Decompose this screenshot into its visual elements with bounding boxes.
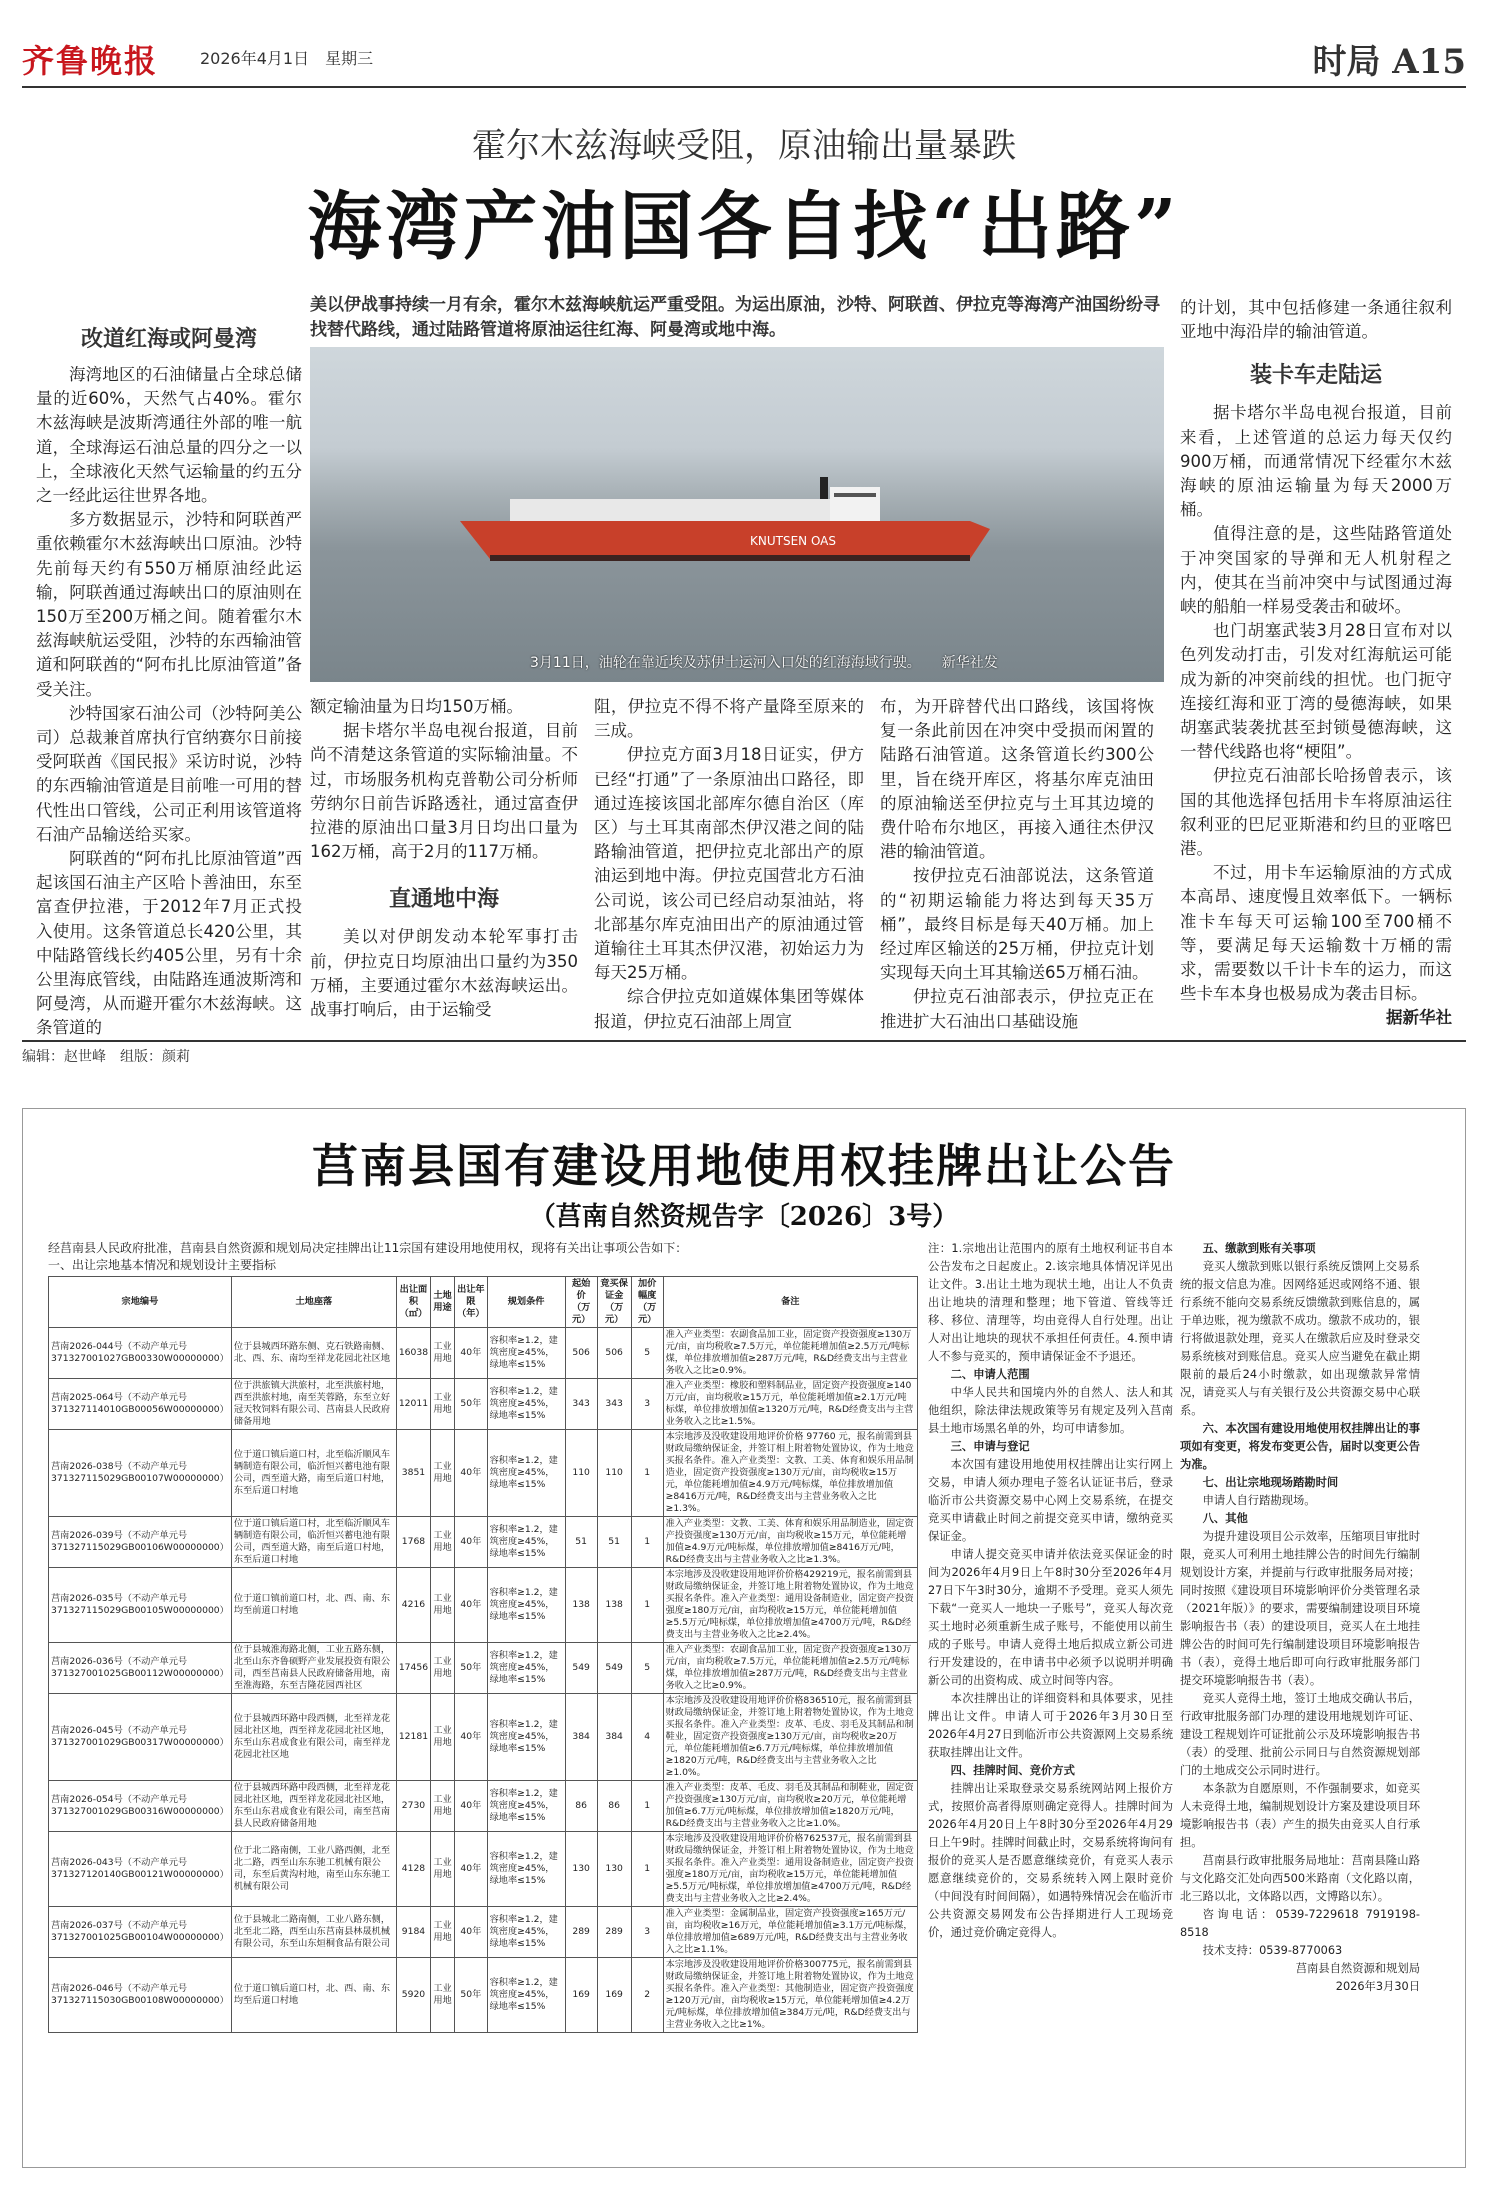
table-cell: 130 — [597, 1832, 631, 1907]
table-cell: 准入产业类型：皮革、毛皮、羽毛及其制品和制鞋业，固定资产投资强度≥130万元/亩，亩均税收≥20万元，单位能耗增加值≥6.7万元/吨标煤，单位排放增加值≥1820万元/吨，R&D经费支出与主营业务收入之比≥1.0%。 — [663, 1781, 917, 1832]
photo-caption: 3月11日，油轮在靠近埃及苏伊士运河入口处的红海海域行驶。 新华社发 — [530, 655, 998, 671]
announcement-notes-column — [928, 1240, 1173, 1942]
table-cell: 工业用地 — [431, 1379, 455, 1430]
table-cell: 17456 — [396, 1643, 430, 1694]
table-cell: 莒南2026-043号（不动产单元号371327120140GB00121W00000000） — [49, 1832, 232, 1907]
table-cell: 3 — [631, 1907, 663, 1958]
editor-credit: 编辑：赵世峰 组版：颜莉 — [22, 1049, 190, 1065]
table-cell: 86 — [565, 1781, 597, 1832]
paragraph: 为提升建设项目公示效率，压缩项目审批时限，竞买人可利用土地挂牌公告的时间先行编制规划设计方案，并提前与行政审批服务局对接；同时按照《建设项目环境影响评价分类管理名录（2021年版）》的要求，需要编制建设项目环境影响报告书（表）的建设项目，竞买人在土地挂牌公告的时间可先行编制建设项目环境影响报告书（表），竞得土地后即可向行政审批服务部门提交环境影响报告书（表）。 — [1180, 1530, 1420, 1687]
table-cell: 40年 — [455, 1430, 488, 1517]
table-cell: 5 — [631, 1643, 663, 1694]
table-cell: 莒南2026-036号（不动产单元号371327001025GB00112W00000000） — [49, 1643, 232, 1694]
table-cell: 工业用地 — [431, 1694, 455, 1781]
paragraph: 按伊拉克石油部说法，这条管道的“初期运输能力将达到每天35万桶”，最终目标是每天40万桶。加上经过库区输送的25万桶，伊拉克计划实现每天向土耳其输送65万桶石油。 — [880, 866, 1154, 983]
paragraph: 也门胡塞武装3月28日宣布对以色列发动打击，引发对红海航运可能成为新的冲突前线的担忧。也门扼守连接红海和亚丁湾的曼德海峡，如果胡塞武装袭扰甚至封锁曼德海峡，这一替代线路也将“梗阻”。 — [1180, 621, 1452, 762]
table-cell: 容积率≥1.2，建筑密度≥45%，绿地率≤15% — [487, 1781, 565, 1832]
table-cell: 384 — [565, 1694, 597, 1781]
table-cell: 9184 — [396, 1907, 430, 1958]
section-heading: 二、申请人范围 — [950, 1368, 1030, 1381]
table-cell: 本宗地涉及没收建设用地评价价格300775元，报名前需到县财政局缴纳保证金，并签订地上附着物处置协议，作为土地竞买报名条件。准入产业类型：其他制造业，固定资产投资强度≥120万元/亩，亩均税收≥15万元，单位能耗增加值≥4.2万元/吨标煤，单位排放增加值≥384万元/吨，R&D经费支出与主营业务收入之比≥1%。 — [663, 1958, 917, 2033]
table-cell: 位于道口镇后道口村，北至临沂顺风车辆制造有限公司，临沂恒兴蓄电池有限公司，西至道大路，南至后道口村地，东至后道口村地 — [231, 1430, 396, 1517]
table-row — [49, 1958, 918, 2033]
table-cell: 1 — [631, 1781, 663, 1832]
table-cell: 莒南2026-044号（不动产单元号371327001027GB00330W00000000） — [49, 1328, 232, 1379]
table-cell: 莒南2026-046号（不动产单元号371327115030GB00108W00000000） — [49, 1958, 232, 2033]
section-heading: 三、申请与登记 — [950, 1440, 1030, 1453]
table-cell: 工业用地 — [431, 1781, 455, 1832]
column-header: 竞买保证金（万元） — [597, 1277, 631, 1328]
table-cell: 549 — [565, 1643, 597, 1694]
table-cell: 莒南2025-064号（不动产单元号371327114010GB00056W00000000） — [49, 1379, 232, 1430]
column-header: 出让年限（年） — [455, 1277, 488, 1328]
table-cell: 工业用地 — [431, 1568, 455, 1643]
paragraph: 额定输油量为日均150万桶。 — [310, 697, 523, 716]
announcement-number: （莒南自然资规告字〔2026〕3号） — [529, 1202, 959, 1232]
paragraph: 伊拉克石油部长哈扬曾表示，该国的其他选择包括用卡车将原油运往叙利亚的巴尼亚斯港和约旦的亚喀巴港。 — [1180, 766, 1452, 859]
paragraph: 据卡塔尔半岛电视台报道，目前来看，上述管道的总运力每天仅约900万桶，而通常情况下经霍尔木兹海峡的原油运输量为每天2000万桶。 — [1180, 403, 1452, 520]
table-cell: 3851 — [396, 1430, 430, 1517]
table-cell: 位于县城西环路东侧、克石铁路南侧、北、西、东、南均至祥龙花园北社区地 — [231, 1328, 396, 1379]
table-cell: 110 — [565, 1430, 597, 1517]
table-cell: 1768 — [396, 1517, 430, 1568]
article-column-4 — [880, 695, 1154, 1034]
announcement-title: 莒南县国有建设用地使用权挂牌出让公告 — [312, 1139, 1176, 1193]
paragraph: 阻，伊拉克不得不将产量降至原来的三成。 — [594, 697, 864, 741]
table-cell: 工业用地 — [431, 1517, 455, 1568]
table-cell: 40年 — [455, 1781, 488, 1832]
table-cell: 289 — [565, 1907, 597, 1958]
issue-date: 2026年3月30日 — [1335, 1980, 1420, 1993]
table-cell: 1 — [631, 1517, 663, 1568]
table-cell: 准入产业类型：农副食品加工业，固定资产投资强度≥130万元/亩，亩均税收≥7.5万元，单位能耗增加值≥2.5万元/吨标煤，单位排放增加值≥287万元/吨，R&D经费支出与主营业务收入之比≥0.9%。 — [663, 1643, 917, 1694]
table-cell: 4 — [631, 1694, 663, 1781]
table-cell: 容积率≥1.2，建筑密度≥45%，绿地率≤15% — [487, 1430, 565, 1517]
column-header: 土地座落 — [231, 1277, 396, 1328]
table-cell: 容积率≥1.2，建筑密度≥45%，绿地率≤15% — [487, 1958, 565, 2033]
table-cell: 1 — [631, 1430, 663, 1517]
table-row — [49, 1379, 918, 1430]
table-cell: 位于道口镇后道口村，北至临沂顺风车辆制造有限公司，临沂恒兴蓄电池有限公司，西至道大路，南至后道口村地，东至后道口村地 — [231, 1517, 396, 1568]
table-cell: 容积率≥1.2，建筑密度≥45%，绿地率≤15% — [487, 1832, 565, 1907]
table-row — [49, 1328, 918, 1379]
table-cell: 准入产业类型：金属制品业，固定资产投资强度≥165万元/亩，亩均税收≥16万元，单位能耗增加值≥3.1万元/吨标煤，单位排放增加值≥689万元/吨，R&D经费支出与主营业务收入之比≥1.1%。 — [663, 1907, 917, 1958]
paragraph: 海湾地区的石油储量占全球总储量的近60%，天然气占40%。霍尔木兹海峡是波斯湾通往外部的唯一航道，全球海运石油总量的四分之一以上，全球液化天然气运输量的约五分之一经此运往世界各地。 — [36, 365, 302, 506]
table-cell: 50年 — [455, 1379, 488, 1430]
article-column-5 — [1180, 296, 1452, 1031]
table-cell: 莒南2026-039号（不动产单元号371327115029GB00106W00000000） — [49, 1517, 232, 1568]
column-header: 加价幅度（万元） — [631, 1277, 663, 1328]
table-cell: 位于县城西环路中段西侧，北至祥龙花园北社区地，西至祥龙花园北社区地，东至山东君成食业有限公司，南至祥龙花园北社区地 — [231, 1694, 396, 1781]
section-heading: 直通地中海 — [388, 887, 499, 913]
paragraph: 竞买人缴款到账以银行系统反馈网上交易系统的报文信息为准。因网络延迟或网络不通、银行系统不能向交易系统反馈缴款到账信息的，属于单边账，视为缴款不成功。缴款不成功的，银行将做退款处理，竞买人在缴款后应及时登录交易系统核对到账信息。竞买人应当避免在截止期限前的最后24小时缴款，如出现缴款异常情况，请竞买人与有关银行及公共资源交易中心联系。 — [1180, 1260, 1420, 1417]
table-cell: 位于县城西环路中段西侧，北至祥龙花园北社区地，西至祥龙花园北社区地，东至山东君成食业有限公司，南至莒南县人民政府储备用地 — [231, 1781, 396, 1832]
paragraph: 不过，用卡车运输原油的方式成本高昂、速度慢且效率低下。一辆标准卡车每天可运输100至700桶不等，要满足每天运输数十万桶的需求，需要数以千计卡车的运力，而这些卡车本身也极易成为袭击目标。 — [1180, 863, 1452, 1004]
article-column-1 — [36, 322, 302, 1041]
table-cell: 2 — [631, 1958, 663, 2033]
table-body — [49, 1328, 918, 2033]
table-cell: 容积率≥1.2，建筑密度≥45%，绿地率≤15% — [487, 1907, 565, 1958]
paragraph: 据卡塔尔半岛电视台报道，目前尚不清楚这条管道的实际输油量。不过，市场服务机构克普勒公司分析师劳纳尔日前告诉路透社，通过富查伊拉港的原油出口量3月日均出口量为162万桶，高于2月的117万桶。 — [310, 721, 578, 862]
paragraph: 美以对伊朗发动本轮军事打击前，伊拉克日均原油出口量约为350万桶，主要通过霍尔木兹海峡运出。战事打响后，由于运输受 — [310, 927, 578, 1020]
paragraph: 伊拉克石油部表示，伊拉克正在推进扩大石油出口基础设施 — [880, 987, 1154, 1031]
table-cell: 5920 — [396, 1958, 430, 2033]
table-cell: 110 — [597, 1430, 631, 1517]
table-row — [49, 1568, 918, 1643]
table-cell: 容积率≥1.2，建筑密度≥45%，绿地率≤15% — [487, 1643, 565, 1694]
section-heading: 七、出让宗地现场踏勘时间 — [1202, 1476, 1339, 1489]
table-cell: 本宗地涉及没收建设用地评价价格762537元，报名前需到县财政局缴纳保证金，并签订相上附着物处置协议，作为土地竞买报名条件。准入产业类型：通用设备制造业，固定资产投资强度≥180万元/亩，亩均税收≥15万元，单位能耗增加值≥5.5万元/吨标煤，单位排放增加值≥4700万元/吨，R&D经费支出与主营业务收入之比≥2.4%。 — [663, 1832, 917, 1907]
masthead — [22, 30, 1466, 88]
issue-date: 2026年4月1日 星期三 — [200, 49, 374, 68]
table-row — [49, 1643, 918, 1694]
paragraph: 沙特国家石油公司（沙特阿美公司）总裁兼首席执行官纳赛尔日前接受阿联酋《国民报》采访时说，沙特的东西输油管道是目前唯一可用的替代性出口管线，公司正利用该管道将石油产品输送给买家。 — [36, 703, 302, 844]
section-heading: 装卡车走陆运 — [1249, 363, 1382, 389]
table-cell: 40年 — [455, 1328, 488, 1379]
table-cell: 40年 — [455, 1832, 488, 1907]
paragraph: 本次挂牌出让的详细资料和具体要求，见挂牌出让文件。申请人可于2026年3月30日至2026年4月27日到临沂市公共资源网上交易系统获取挂牌出让文件。 — [928, 1692, 1173, 1759]
section-heading: 一、出让宗地基本情况和规划设计主要指标 — [48, 1258, 277, 1272]
contact-phone: 咨询电话：0539-7229618 7919198-8518 — [1180, 1908, 1420, 1939]
paragraph: 本次国有建设用地使用权挂牌出让实行网上交易，申请人须办理电子签名认证证书后，登录临沂市公共资源交易中心网上交易系统，在提交竞买申请截止时间之前提交竞买申请，缴纳竞买保证金。 — [928, 1458, 1173, 1543]
paragraph: 的计划，其中包括修建一条通往叙利亚地中海沿岸的输油管道。 — [1180, 298, 1452, 342]
table-cell: 位于北二路南侧，工业八路西侧，北至北二路，西至山东东驰工机械有限公司，东至后黄沟村地，南至山东东驰工机械有限公司 — [231, 1832, 396, 1907]
table-cell: 506 — [565, 1328, 597, 1379]
column-header: 规划条件 — [487, 1277, 565, 1328]
table-row — [49, 1907, 918, 1958]
paragraph: 综合伊拉克如道媒体集团等媒体报道，伊拉克石油部上周宣 — [594, 987, 864, 1031]
announcement-right-column — [1180, 1240, 1420, 1996]
table-cell: 138 — [565, 1568, 597, 1643]
article-subhead: 霍尔木兹海峡受阻，原油输出量暴跌 — [472, 126, 1016, 166]
paragraph: 挂牌出让采取登录交易系统网站网上报价方式，按照价高者得原则确定竞得人。挂牌时间为2026年4月20日上午8时30分至2026年4月29日上午9时。挂牌时间截止时，交易系统将询问有报价的竞买人是否愿意继续竞价，有竞买人表示愿意继续竞价的，交易系统转入网上限时竞价（中间没有时间间隔），如遇特殊情况会在临沂市公共资源交易网发布公告择期进行人工现场竞价，通过竞价确定竞得人。 — [928, 1782, 1173, 1939]
table-cell: 289 — [597, 1907, 631, 1958]
table-cell: 50年 — [455, 1958, 488, 2033]
news-photo — [310, 347, 1164, 682]
table-cell: 准入产业类型：农副食品加工业，固定资产投资强度≥130万元/亩，亩均税收≥7.5万元，单位能耗增加值≥2.5万元/吨标煤，单位排放增加值≥287万元/吨，R&D经费支出与主营业务收入之比≥0.9%。 — [663, 1328, 917, 1379]
table-cell: 莒南2026-035号（不动产单元号371327115029GB00105W00000000） — [49, 1568, 232, 1643]
table-cell: 容积率≥1.2，建筑密度≥45%，绿地率≤15% — [487, 1379, 565, 1430]
table-cell: 40年 — [455, 1517, 488, 1568]
table-cell: 50年 — [455, 1643, 488, 1694]
article-headline: 海湾产油国各自找“出路” — [307, 184, 1181, 270]
paragraph: 中华人民共和国境内外的自然人、法人和其他组织，除法律法规政策等另有规定及列入莒南县土地市场黑名单的外，均可申请参加。 — [928, 1386, 1173, 1435]
table-cell: 40年 — [455, 1694, 488, 1781]
table-cell: 169 — [565, 1958, 597, 2033]
table-cell: 1 — [631, 1832, 663, 1907]
table-row — [49, 1694, 918, 1781]
column-header: 出让面积（㎡） — [396, 1277, 430, 1328]
land-parcel-table — [48, 1276, 918, 2033]
table-cell: 384 — [597, 1694, 631, 1781]
column-header: 宗地编号 — [49, 1277, 232, 1328]
table-cell: 506 — [597, 1328, 631, 1379]
table-cell: 4128 — [396, 1832, 430, 1907]
table-cell: 138 — [597, 1568, 631, 1643]
table-cell: 位于道口镇后道口村，北、西、南、东均至后道口村地 — [231, 1958, 396, 2033]
table-cell: 工业用地 — [431, 1907, 455, 1958]
table-cell: 12011 — [396, 1379, 430, 1430]
table-cell: 1 — [631, 1568, 663, 1643]
table-cell: 5 — [631, 1328, 663, 1379]
paragraph: 申请人自行踏勘现场。 — [1202, 1494, 1316, 1507]
paragraph: 阿联酋的“阿布扎比原油管道”西起该国石油主产区哈卜善油田，东至富查伊拉港，于2012年7月正式投入使用。这条管道总长420公里，其中陆路管线长约405公里，另有十余公里海底管线，由陆路连通波斯湾和阿曼湾，从而避开霍尔木兹海峡。这条管道的 — [36, 849, 302, 1038]
table-cell: 位于县城北二路南侧，工业八路东侧，北至北二路，西至山东莒南县林晟机械有限公司，东至山东烜桐食品有限公司 — [231, 1907, 396, 1958]
table-cell: 容积率≥1.2，建筑密度≥45%，绿地率≤15% — [487, 1694, 565, 1781]
table-cell: 容积率≥1.2，建筑密度≥45%，绿地率≤15% — [487, 1328, 565, 1379]
table-row — [49, 1430, 918, 1517]
table-cell: 容积率≥1.2，建筑密度≥45%，绿地率≤15% — [487, 1568, 565, 1643]
table-cell: 2730 — [396, 1781, 430, 1832]
paragraph: 本条款为自愿原则，不作强制要求，如竞买人未竞得土地，编制规划设计方案及建设项目环境影响报告书（表）产生的损失由竞买人自行承担。 — [1180, 1782, 1420, 1849]
section-heading: 八、其他 — [1202, 1512, 1248, 1525]
table-cell: 51 — [565, 1517, 597, 1568]
table-cell: 12181 — [396, 1694, 430, 1781]
table-cell: 位于道口镇前道口村，北、西、南、东均至前道口村地 — [231, 1568, 396, 1643]
table-cell: 3 — [631, 1379, 663, 1430]
table-cell: 343 — [565, 1379, 597, 1430]
paragraph: 伊拉克方面3月18日证实，伊方已经“打通”了一条原油出口路径，即通过连接该国北部库尔德自治区（库区）与土耳其南部杰伊汉港之间的陆路输油管道，把伊拉克北部出产的原油运到地中海。伊拉克国营北方石油公司说，该公司已经启动泵油站，将北部基尔库克油田出产的原油通过管道输往土耳其杰伊汉港，初始运力为每天25万桶。 — [594, 745, 864, 983]
table-cell: 本宗地涉及没收建设用地评价价格836510元，报名前需到县财政局缴纳保证金，并签订地上附着物处置协议，作为土地竞买报名条件。准入产业类型：皮革、毛皮、羽毛及其制品和制鞋业，固定资产投资强度≥130万元/亩，亩均税收≥20万元，单位能耗增加值≥6.7万元/吨标煤，单位排放增加值≥1820万元/吨，R&D经费支出与主营业务收入之比≥1.0%。 — [663, 1694, 917, 1781]
table-row — [49, 1781, 918, 1832]
article-column-2 — [310, 695, 578, 1022]
ship-name: KNUTSEN OAS — [750, 534, 837, 548]
table-cell: 位于县城淮海路北侧，工业五路东侧，北至山东齐鲁硕野产业发展投资有限公司，西至莒南县人民政府储备用地，南至淮海路，东至吉隆花园西社区 — [231, 1643, 396, 1694]
table-cell: 准入产业类型：文教、工美、体育和娱乐用品制造业，固定资产投资强度≥130万元/亩，亩均税收≥15万元，单位能耗增加值≥4.9万元/吨标煤，单位排放增加值≥8416万元/吨，R&D经费支出与主营业务收入之比≥1.3%。 — [663, 1517, 917, 1568]
table-cell: 莒南2026-038号（不动产单元号371327115029GB00107W00000000） — [49, 1430, 232, 1517]
table-cell: 工业用地 — [431, 1832, 455, 1907]
table-cell: 工业用地 — [431, 1328, 455, 1379]
table-cell: 169 — [597, 1958, 631, 2033]
table-cell: 工业用地 — [431, 1643, 455, 1694]
table-cell: 本宗地涉及没收建设用地评价价格 97760 元，报名前需到县财政局缴纳保证金，并签订相上附着物处置协议，作为土地竞买报名条件。准入产业类型：文教、工美、体育和娱乐用品制造业，固定资产投资强度≥130万元/亩，亩均税收≥15万元，单位能耗增加值≥4.9万元/吨标煤，单位排放增加值≥8416万元/吨，R&D经费支出与主营业务收入之比≥1.3%。 — [663, 1430, 917, 1517]
column-header: 起始价（万元） — [565, 1277, 597, 1328]
table-cell: 86 — [597, 1781, 631, 1832]
table-cell: 莒南2026-045号（不动产单元号371327001029GB00317W00000000） — [49, 1694, 232, 1781]
table-cell: 莒南2026-054号（不动产单元号371327001029GB00316W00000000） — [49, 1781, 232, 1832]
byline: 据新华社 — [1386, 1008, 1452, 1028]
paragraph: 多方数据显示，沙特和阿联酋严重依赖霍尔木兹海峡出口原油。沙特先前每天约有550万桶原油经此运输，阿联酋通过海峡出口的原油则在150万至200万桶之间。随着霍尔木兹海峡航运受阻，沙特的东西输油管道和阿联酋的“阿布扎比原油管道”备受关注。 — [36, 510, 302, 699]
table-cell: 4216 — [396, 1568, 430, 1643]
divider — [22, 1040, 1466, 1042]
table-cell: 位于洪旅镇大洪旅村，北至洪旅村地，西至洪旅村地，南至芙蓉路，东至立好冠天牧饲料有限公司、莒南县人民政府储备用地 — [231, 1379, 396, 1430]
tech-support: 技术支持：0539-8770063 — [1202, 1944, 1343, 1957]
section-heading: 六、本次国有建设用地使用权挂牌出让的事项如有变更，将发布变更公告，届时以变更公告为准。 — [1180, 1422, 1420, 1471]
section-heading: 四、挂牌时间、竞价方式 — [950, 1764, 1075, 1777]
article-column-3 — [594, 695, 864, 1034]
column-header: 土地用途 — [431, 1277, 455, 1328]
section-label: 时局 A15 — [1312, 42, 1466, 82]
table-cell: 莒南2026-037号（不动产单元号371327001025GB00104W00000000） — [49, 1907, 232, 1958]
contact-address: 莒南县行政审批服务局地址：莒南县隆山路与文化路交汇处向西500米路南（文化路以南，北三路以北，文体路以西，文博路以东）。 — [1180, 1854, 1420, 1903]
announcement-intro — [48, 1240, 928, 1274]
paragraph: 布，为开辟替代出口路线，该国将恢复一条此前因在冲突中受损而闲置的陆路石油管道。这条管道长约300公里，旨在绕开库区，将基尔库克油田的原油输送至伊拉克与土耳其边境的费什哈布尔地区，再接入通往杰伊汉港的输油管道。 — [880, 697, 1154, 862]
table-cell: 51 — [597, 1517, 631, 1568]
section-heading: 改道红海或阿曼湾 — [80, 327, 257, 352]
table-cell: 容积率≥1.2，建筑密度≥45%，绿地率≤15% — [487, 1517, 565, 1568]
table-cell: 549 — [597, 1643, 631, 1694]
tanker-ship-image — [450, 469, 1010, 564]
article-lead: 美以伊战事持续一月有余，霍尔木兹海峡航运严重受阻。为运出原油，沙特、阿联酋、伊拉克等海湾产油国纷纷寻找替代路线，通过陆路管道将原油运往红海、阿曼湾或地中海。 — [310, 295, 1160, 340]
table-cell: 40年 — [455, 1568, 488, 1643]
table-row — [49, 1832, 918, 1907]
issuer: 莒南县自然资源和规划局 — [1295, 1962, 1420, 1975]
table-row — [49, 1517, 918, 1568]
paragraph: 值得注意的是，这些陆路管道处于冲突国家的导弹和无人机射程之内，使其在当前冲突中与试图通过海峡的船舶一样易受袭击和破坏。 — [1180, 524, 1452, 617]
table-cell: 40年 — [455, 1907, 488, 1958]
paragraph: 竞买人竞得土地，签订土地成交确认书后，行政审批服务部门办理的建设用地规划许可证、建设工程规划许可证批前公示及环境影响报告书（表）的受理、批前公示同日与自然资源规划部门的土地成交公示同时进行。 — [1180, 1692, 1420, 1777]
table-cell: 工业用地 — [431, 1430, 455, 1517]
newspaper-logo: 齐鲁晚报 — [22, 42, 159, 80]
column-header: 备注 — [663, 1277, 917, 1328]
paragraph: 申请人提交竞买申请并依法竞买保证金的时间为2026年4月9日上午8时30分至2026年4月27日下午3时30分，逾期不予受理。竞买人须先下载“一竞买人一地块一子账号”，竞买人每次竞买土地时必须重新生成子账号，不能使用以前生成的子账号。申请人竞得土地后拟成立新公司进行开发建设的，在申请书中必须予以说明并明确新公司的出资构成、成立时间等内容。 — [928, 1548, 1173, 1687]
table-cell: 16038 — [396, 1328, 430, 1379]
notes-text: 注：1.宗地出让范围内的原有土地权利证书自本公告发布之日起废止。2.该宗地具体情况详见出让文件。3.出让土地为现状土地，出让人不负责出让地块的清理和整理；地下管道、管线等迁移、移位、清理等，均由竞得人自行处理。出让人对出让地块的现状不承担任何责任。4.预申请人不参与竞买的，预申请保证金不予退还。 — [928, 1242, 1173, 1363]
intro-text: 经莒南县人民政府批准，莒南县自然资源和规划局决定挂牌出让11宗国有建设用地使用权，现将有关出让事项公告如下： — [48, 1241, 688, 1255]
table-header-row — [49, 1277, 918, 1328]
table-cell: 准入产业类型：橡胶和塑料制品业，固定资产投资强度≥140万元/亩，亩均税收≥15万元，单位能耗增加值≥2.1万元/吨标煤，单位排放增加值≥1320万元/吨，R&D经费支出与主营业务收入之比≥1.5%。 — [663, 1379, 917, 1430]
table-cell: 130 — [565, 1832, 597, 1907]
section-heading: 五、缴款到账有关事项 — [1202, 1242, 1316, 1255]
table-cell: 本宗地涉及没收建设用地评价价格429219元，报名前需到县财政局缴纳保证金，并签订地上附着物处置协议，作为土地竞买报名条件。准入产业类型：通用设备制造业，固定资产投资强度≥180万元/亩，亩均税收≥15万元，单位能耗增加值≥5.5万元/吨标煤，单位排放增加值≥4700万元/吨，R&D经费支出与主营业务收入之比≥2.4%。 — [663, 1568, 917, 1643]
table-cell: 工业用地 — [431, 1958, 455, 2033]
table-cell: 343 — [597, 1379, 631, 1430]
